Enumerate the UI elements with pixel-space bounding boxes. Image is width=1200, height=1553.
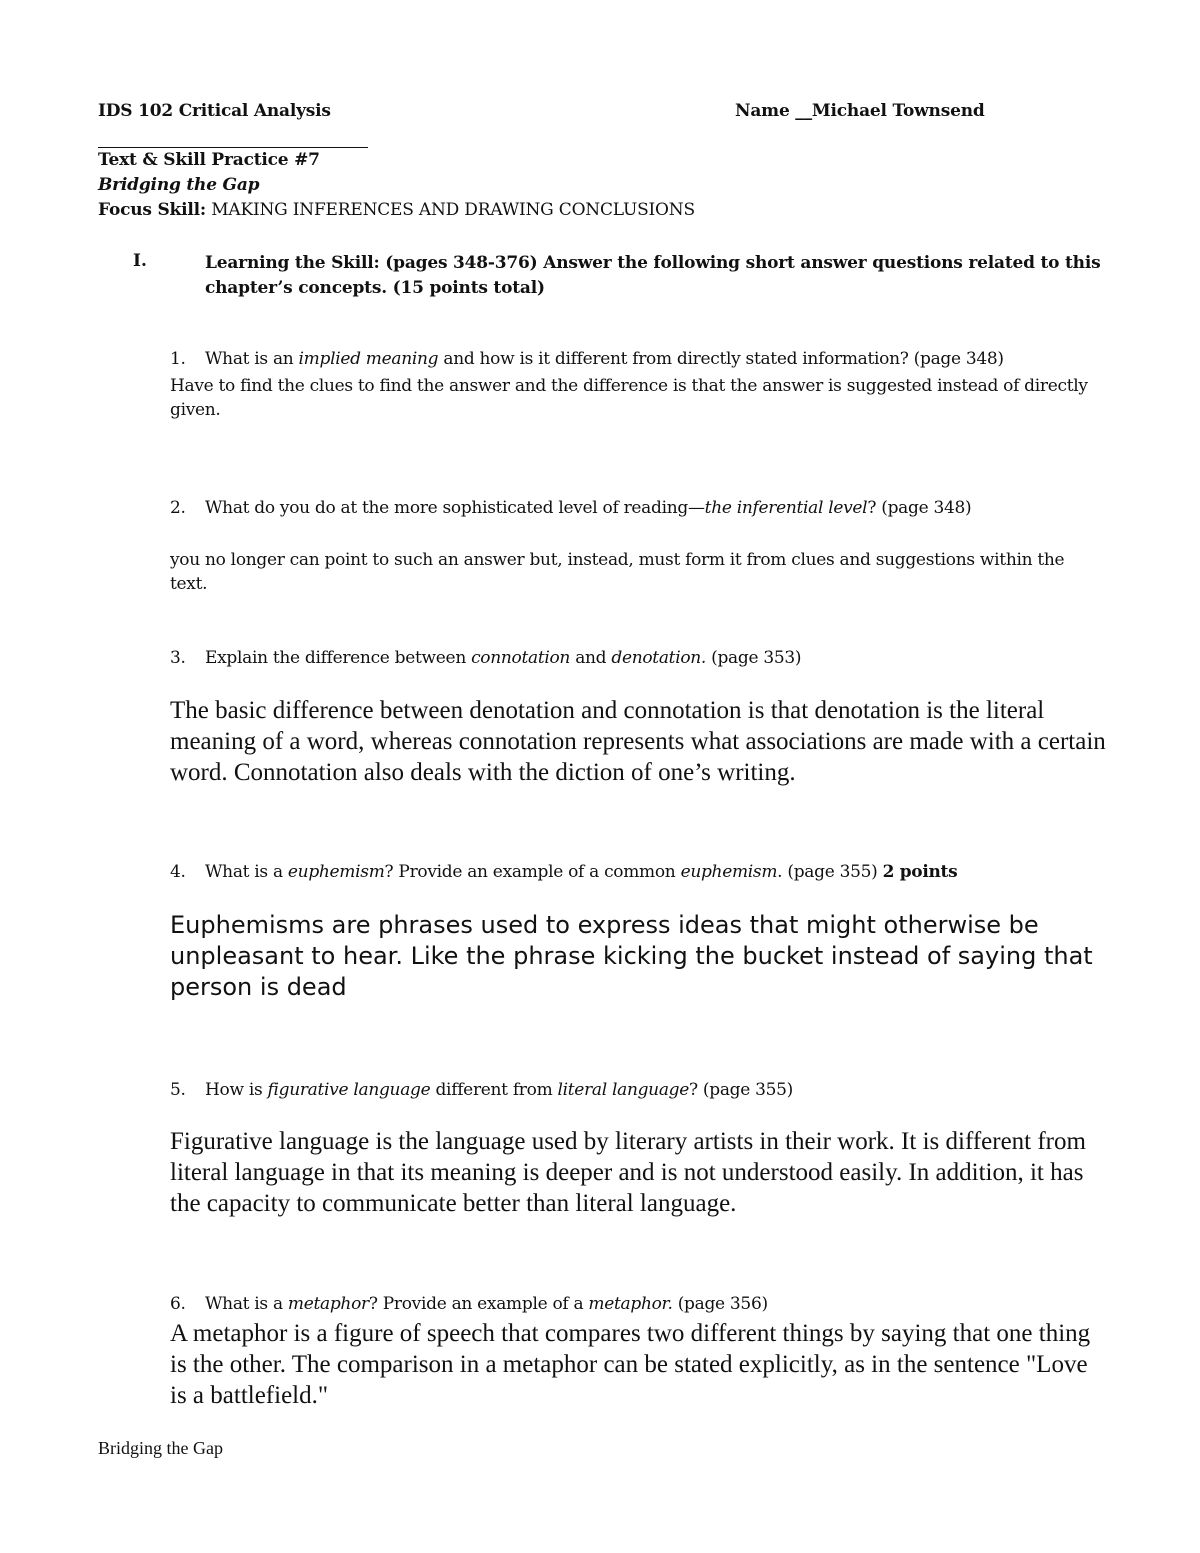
question-3: [170, 648, 1090, 668]
question-text: different from: [430, 1080, 558, 1100]
question-term: metaphor: [287, 1294, 369, 1314]
question-4: [170, 862, 1090, 882]
question-5: [170, 1080, 1090, 1100]
section-instructions: Learning the Skill: (pages 348-376) Answer the following short answer questions related to this chapter’s concepts. (15 points total): [205, 253, 1101, 298]
question-text: ? Provide an example of a common: [384, 862, 681, 882]
focus-value: MAKING INFERENCES AND DRAWING CONCLUSIONS: [211, 200, 695, 220]
answer-4: Euphemisms are phrases used to express ideas that might otherwise be unpleasant to hear. Like the phrase kicking the bucket instead of saying that person is dead: [170, 911, 1093, 1001]
question-term: the inferential level: [704, 498, 868, 518]
question-text: ? Provide an example of a: [368, 1294, 589, 1314]
question-2: [170, 498, 1090, 518]
page-footer: Bridging the Gap: [98, 1438, 223, 1458]
question-text: What is an: [205, 349, 299, 369]
question-text: ? (page 348): [867, 498, 972, 518]
question-number: 5.: [170, 1080, 186, 1100]
course-title: IDS 102 Critical Analysis: [98, 101, 331, 121]
question-term: metaphor.: [588, 1294, 673, 1314]
focus-skill: [98, 200, 695, 220]
question-text: and how is it different from directly stated information? (page 348): [438, 349, 1004, 369]
question-term: denotation.: [611, 648, 707, 668]
question-text: What do you do at the more sophisticated level of reading—: [205, 498, 705, 518]
question-1: [170, 349, 1090, 369]
question-number: 6.: [170, 1294, 186, 1314]
practice-title: Text & Skill Practice #7: [98, 150, 320, 170]
question-text: What is a: [205, 1294, 288, 1314]
answer-3: The basic difference between denotation and connotation is that denotation is the literal meaning of a word, whereas connotation represents what associations are made with a certain word. Connotation also deals with the diction of one’s writing.: [170, 697, 1106, 786]
question-6: [170, 1294, 1090, 1314]
question-text: . (page 355): [777, 862, 883, 882]
question-text: ? (page 355): [689, 1080, 793, 1100]
answer-2: you no longer can point to such an answer but, instead, must form it from clues and suggestions within the text.: [170, 550, 1065, 594]
question-text: What is a: [205, 862, 288, 882]
question-number: 3.: [170, 648, 186, 668]
student-name: Name __Michael Townsend: [735, 101, 985, 121]
answer-5: Figurative language is the language used by literary artists in their work. It is different from literal language in that its meaning is deeper and is not understood easily. In addition, it has the capacity to communicate better than literal language.: [170, 1128, 1086, 1217]
question-term: euphemism: [680, 862, 778, 882]
answer-6: A metaphor is a figure of speech that compares two different things by saying that one thing is the other. The comparison in a metaphor can be stated explicitly, as in the sentence "Love is a battlefield.": [170, 1320, 1091, 1409]
question-term: implied meaning: [298, 349, 439, 369]
question-text: (page 353): [706, 648, 802, 668]
question-text: How is: [205, 1080, 268, 1100]
points-label: 2 points: [882, 862, 958, 882]
question-term: figurative language: [267, 1080, 431, 1100]
question-number: 2.: [170, 498, 186, 518]
question-term: literal language: [557, 1080, 689, 1100]
question-text: and: [570, 648, 612, 668]
header-rule: [98, 147, 368, 148]
section-numeral: I.: [133, 251, 147, 271]
question-text: (page 356): [672, 1294, 768, 1314]
question-term: connotation: [471, 648, 571, 668]
focus-label: Focus Skill:: [98, 200, 206, 220]
question-number: 1.: [170, 349, 186, 369]
book-title: Bridging the Gap: [98, 175, 260, 195]
answer-1: Have to find the clues to find the answer and the difference is that the answer is suggested instead of directly given.: [170, 376, 1088, 420]
question-text: Explain the difference between: [205, 648, 472, 668]
question-term: euphemism: [287, 862, 385, 882]
question-number: 4.: [170, 862, 186, 882]
